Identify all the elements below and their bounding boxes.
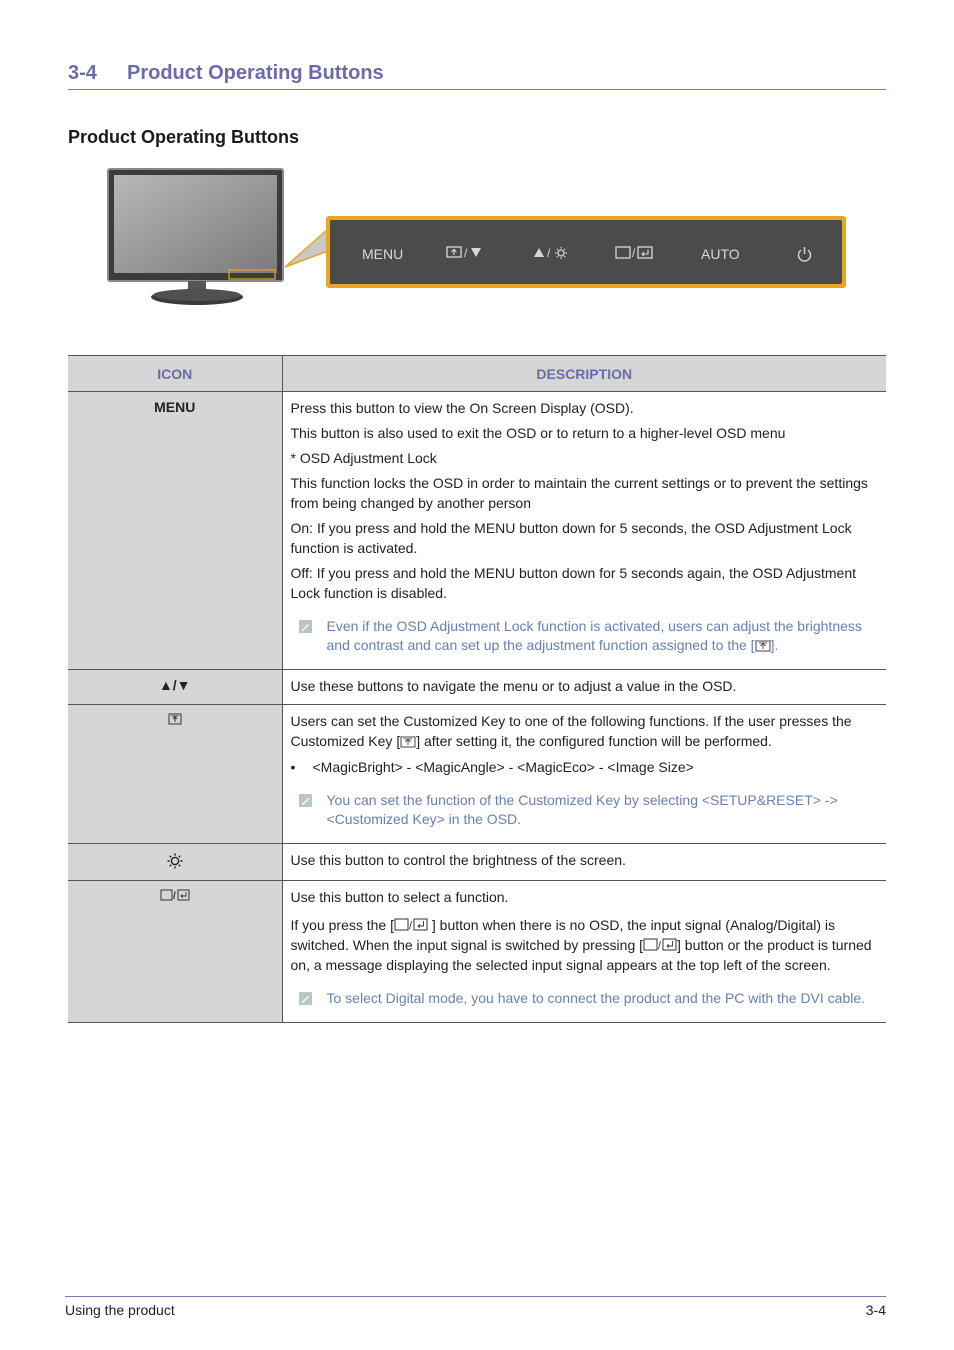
table-row <box>68 881 886 1023</box>
paragraph: Press this button to view the On Screen Display (OSD). <box>290 400 634 416</box>
section-title: Product Operating Buttons <box>127 62 384 84</box>
panel-auto-label: AUTO <box>701 246 740 262</box>
svg-text:/: / <box>464 246 468 260</box>
up-down-description: Use these buttons to navigate the menu or to adjust a value in the OSD. <box>282 670 886 705</box>
paragraph: On: If you press and hold the MENU button down for 5 seconds, the OSD Adjustment Lock function is activated. <box>290 520 852 556</box>
section-header <box>68 62 886 90</box>
paragraph: Off: If you press and hold the MENU button down for 5 seconds again, the OSD Adjustment Lock function is disabled. <box>290 565 857 601</box>
footer-chapter: Using the product <box>65 1302 175 1318</box>
text-part: Users can set the Customized Key to one of the following functions. If the user presses the Customized Key [ <box>290 713 852 749</box>
svg-text:/: / <box>658 940 662 952</box>
brightness-cell <box>68 844 282 881</box>
note-text: You can set the function of the Customized Key by selecting <SETUP&RESET> -> <Customized Key> in the OSD. <box>326 792 838 827</box>
note-icon <box>299 794 312 807</box>
page-number: 3-4 <box>865 1302 886 1318</box>
svg-text:/: / <box>632 246 636 260</box>
svg-text:/: / <box>172 891 176 901</box>
button-panel <box>326 216 846 288</box>
svg-text:/: / <box>547 246 551 260</box>
source-enter-description <box>282 881 886 1023</box>
text-part: ] button or the product is turned on, a message displaying the selected input signal appears at the top left of the screen. <box>290 937 872 973</box>
table-row <box>68 670 886 705</box>
buttons-table <box>68 355 886 1023</box>
list-item <box>291 757 879 777</box>
bullet-dot: • <box>290 759 296 775</box>
up-down-label: ▲/▼ <box>68 670 282 705</box>
note-icon <box>299 992 312 1005</box>
subheading: Product Operating Buttons <box>68 127 299 147</box>
customized-key-icon <box>168 713 182 725</box>
paragraph: * OSD Adjustment Lock <box>290 450 437 466</box>
table-row <box>68 844 886 881</box>
source-enter-icon <box>160 889 190 901</box>
header-description: DESCRIPTION <box>282 356 886 392</box>
table-header-row <box>68 356 886 392</box>
paragraph: Use this button to select a function. <box>290 889 509 905</box>
page-footer <box>65 1296 886 1320</box>
note-text: Even if the OSD Adjustment Lock function is activated, users can adjust the brightness and contrast and can set up the adjustment function assigned to the [ <box>326 618 862 653</box>
header-icon: ICON <box>68 356 282 392</box>
menu-label: MENU <box>68 392 282 670</box>
section-number: 3-4 <box>68 62 97 84</box>
svg-text:/: / <box>409 920 413 932</box>
menu-description <box>282 392 886 670</box>
bullet-text: <MagicBright> - <MagicAngle> - <MagicEco> - <Image Size> <box>312 759 694 775</box>
source-enter-cell <box>68 881 282 1023</box>
monitor-illustration <box>108 169 283 305</box>
brightness-description: Use this button to control the brightness of the screen. <box>282 844 886 881</box>
paragraph: This button is also used to exit the OSD or to return to a higher-level OSD menu <box>290 425 786 441</box>
source-enter-icon <box>643 937 677 953</box>
note-text-end: ]. <box>770 637 779 653</box>
customized-key-icon <box>400 735 416 749</box>
note <box>291 791 879 829</box>
table-row <box>68 705 886 844</box>
paragraph <box>291 915 879 975</box>
customized-key-description <box>282 705 886 844</box>
product-figure <box>100 163 850 313</box>
text-part: ] button when there is no OSD, the input signal (Analog/Digital) is switched. When the input signal is switched by pressing [ <box>290 917 835 953</box>
text-part: If you press the [ <box>290 917 394 933</box>
note-icon <box>299 620 312 633</box>
note-text: To select Digital mode, you have to connect the product and the PC with the DVI cable. <box>326 990 866 1006</box>
text-part: ] after setting it, the configured function will be performed. <box>416 733 772 749</box>
brightness-icon <box>167 853 183 869</box>
panel-menu-label: MENU <box>362 246 404 262</box>
source-enter-icon <box>394 917 428 933</box>
paragraph <box>291 711 879 751</box>
note <box>291 617 879 655</box>
table-row <box>68 392 886 670</box>
paragraph: This function locks the OSD in order to maintain the current settings or to prevent the settings from being changed by another person <box>290 475 868 511</box>
customized-key-cell <box>68 705 282 844</box>
note <box>291 989 879 1008</box>
customized-key-icon <box>755 639 771 653</box>
